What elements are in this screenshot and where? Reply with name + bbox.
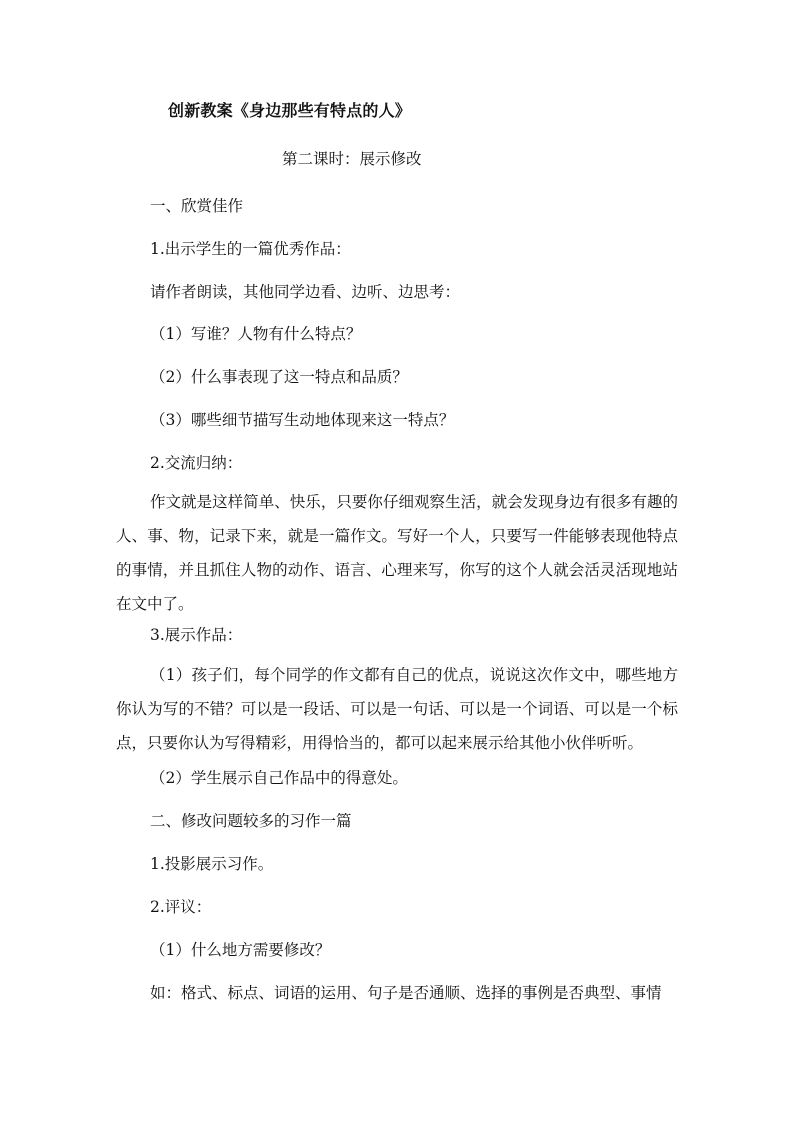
lesson-subtitle: 第二课时：展示修改 (282, 150, 422, 168)
question-what-to-revise: （1）什么地方需要修改？ (150, 941, 331, 959)
reading-instruction: 请作者朗读，其他同学边看、边听、边思考： (150, 283, 461, 301)
question-event: （2）什么事表现了这一特点和品质？ (150, 368, 408, 386)
question-details: （3）哪些细节描写生动地体现来这一特点？ (150, 411, 455, 429)
step-project-work: 1.投影展示习作。 (150, 855, 274, 873)
display-paragraph-1: （1）孩子们，每个同学的作文都有自己的优点，说说这次作文中，哪些地方你认为写的不错？可以是一段话、可以是一句话、可以是一个词语、可以是一个标点，只要你认为写得精彩，用得恰当的，都可以起来展示给其他小伙伴听听。 (116, 666, 678, 752)
display-paragraph-2: （2）学生展示自己作品中的得意处。 (150, 769, 408, 787)
section-heading-appreciate: 一、欣赏佳作 (150, 197, 244, 215)
step-show-work: 1.出示学生的一篇优秀作品： (150, 240, 351, 258)
step-evaluate: 2.评议： (150, 898, 212, 916)
question-who: （1）写谁？人物有什么特点？ (150, 325, 362, 343)
summary-paragraph: 作文就是这样简单、快乐，只要你仔细观察生活，就会发现身边有很多有趣的人、事、物，记录下来，就是一篇作文。写好一个人，只要写一件能够表现他特点的事情，并且抓住人物的动作、语言、心理来写，你写的这个人就会活灵活现地站在文中了。 (116, 493, 678, 613)
section-heading-revise: 二、修改问题较多的习作一篇 (150, 812, 352, 830)
document-title: 创新教案《身边那些有特点的人》 (168, 101, 412, 120)
step-display-works: 3.展示作品： (150, 626, 243, 644)
step-discuss: 2.交流归纳： (150, 454, 243, 472)
revision-examples: 如：格式、标点、词语的运用、句子是否通顺、选择的事例是否典型、事情 (150, 984, 662, 1002)
